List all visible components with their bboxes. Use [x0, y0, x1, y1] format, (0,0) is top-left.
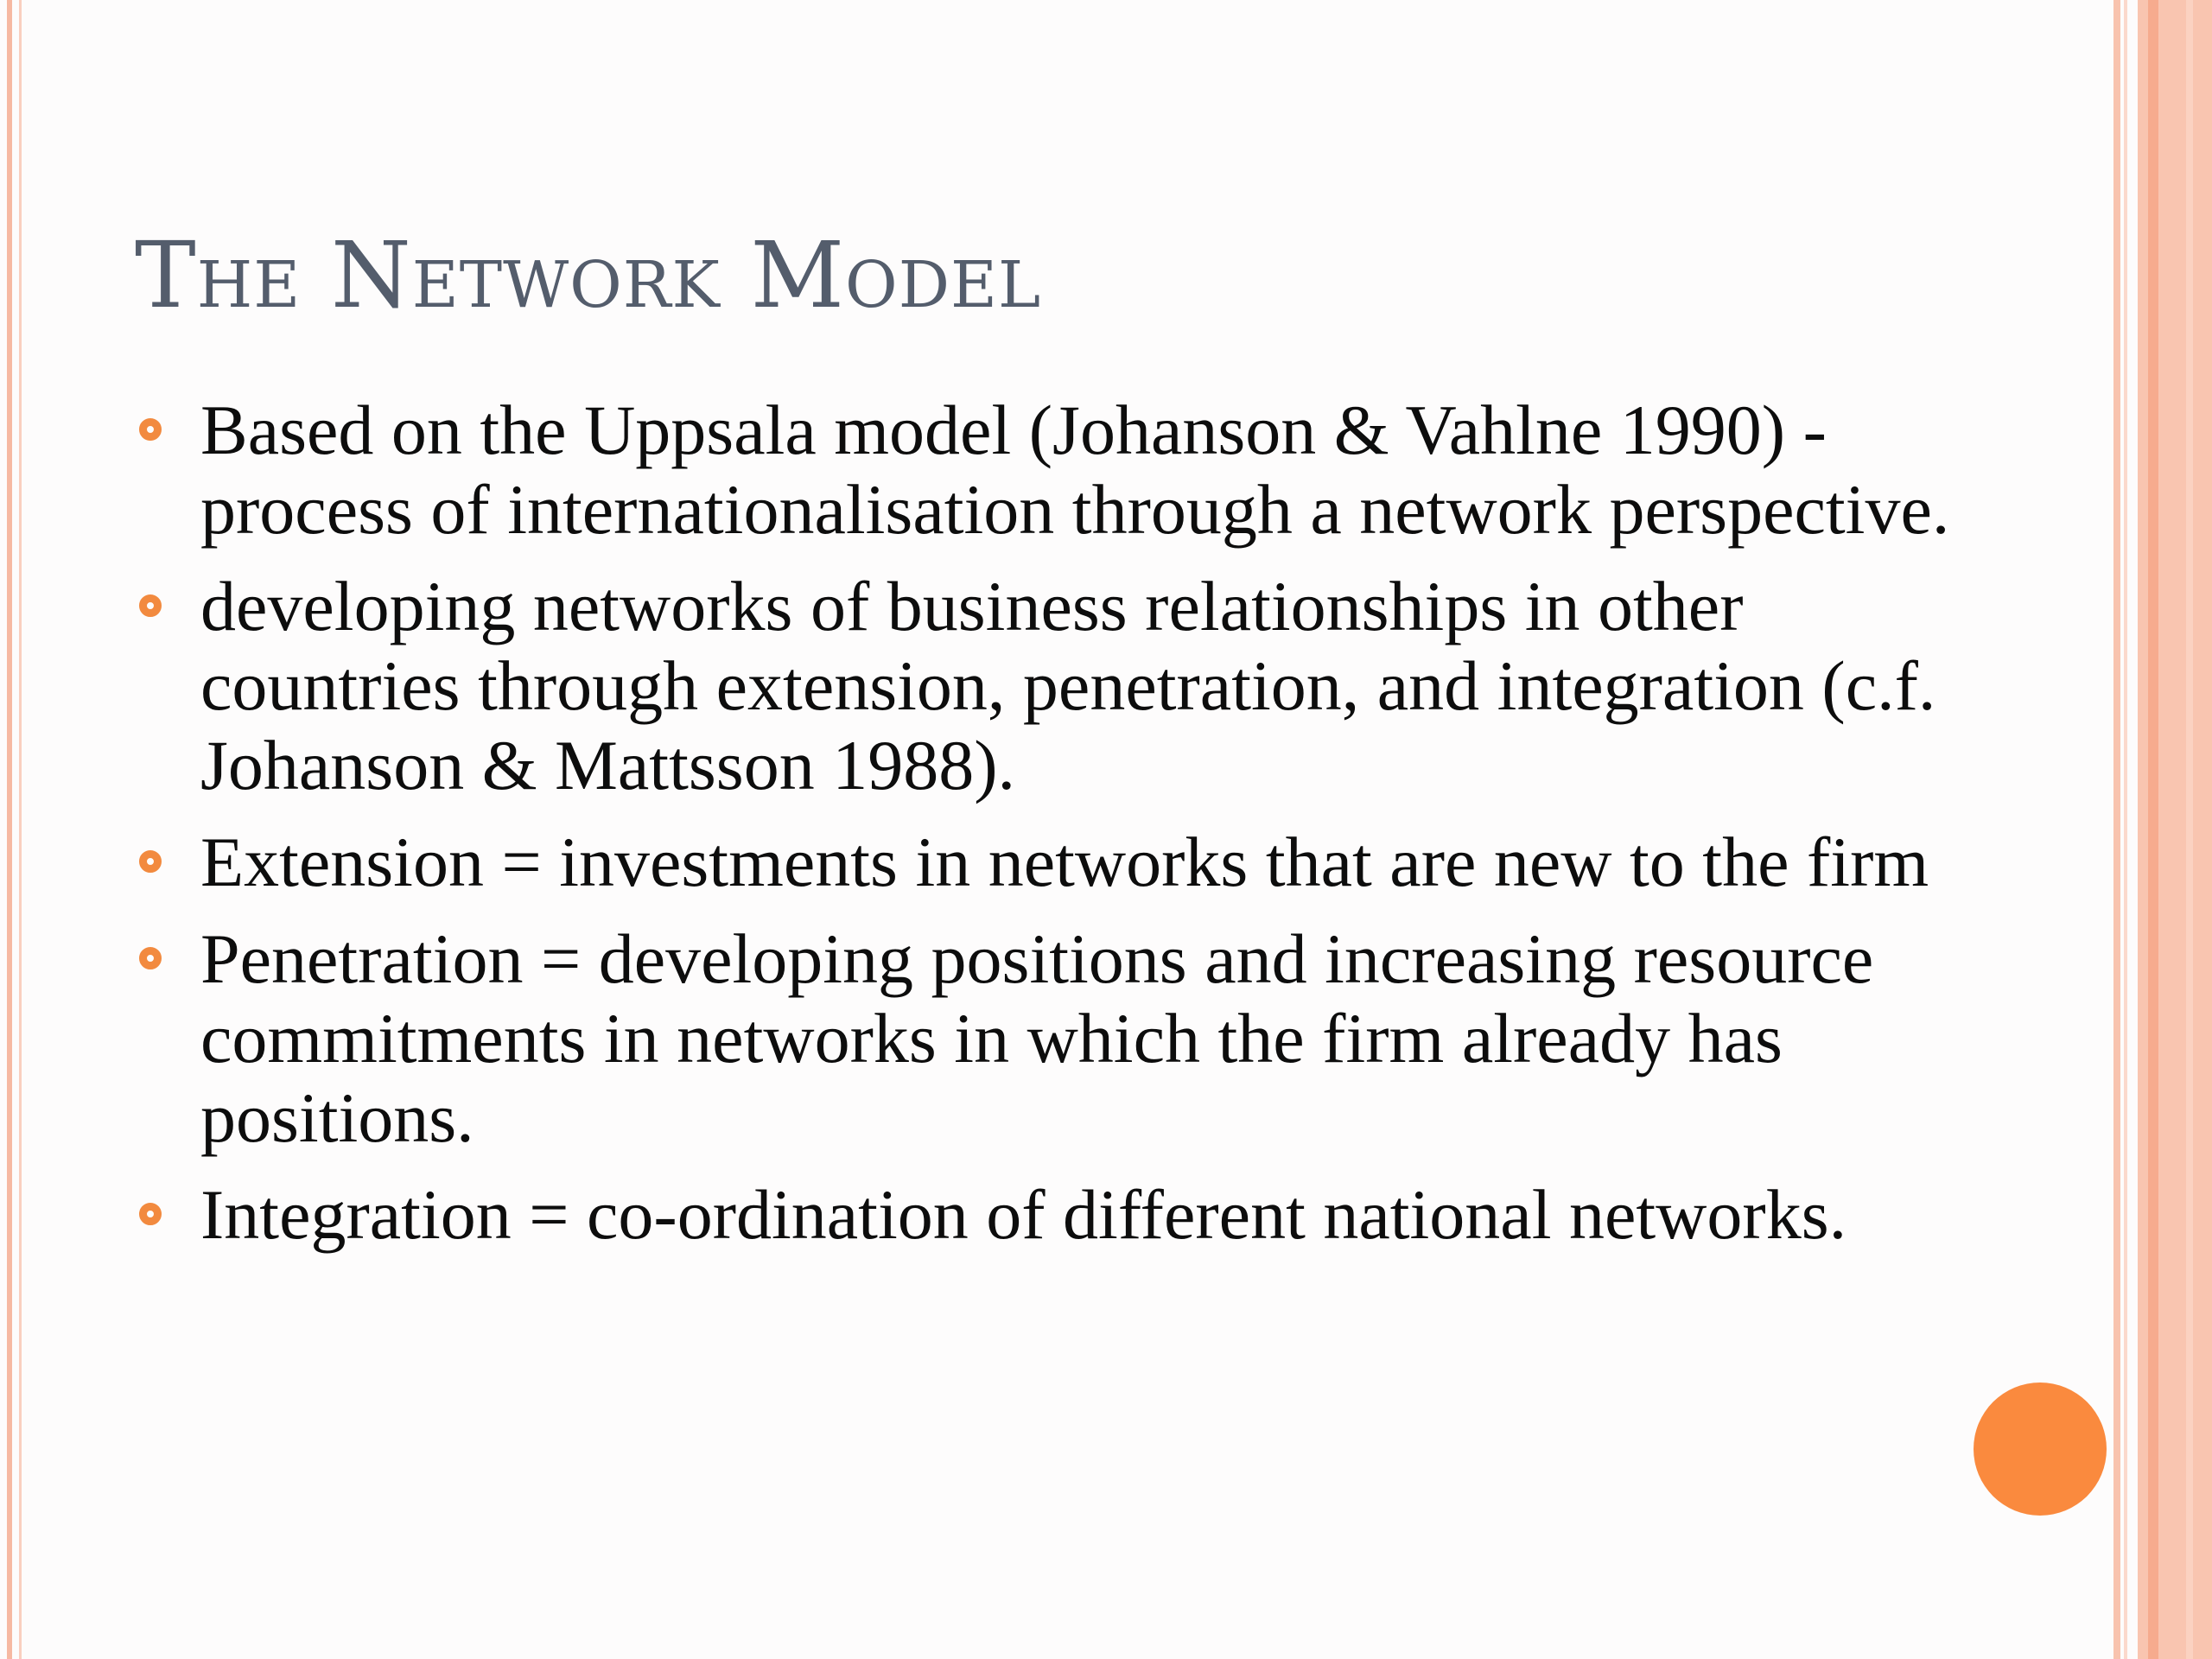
- left-border-line-thin: [19, 0, 22, 1659]
- left-border-line: [7, 0, 12, 1659]
- bullet-item: [135, 567, 1967, 805]
- right-band-stripe-light: [2186, 0, 2193, 1659]
- bullet-text: Extension = investments in networks that are new to the firm: [200, 823, 1929, 901]
- decorative-circle-icon: [1974, 1382, 2107, 1516]
- bullet-icon: [139, 850, 162, 873]
- bullet-item: [135, 1175, 1967, 1255]
- bullet-icon: [139, 947, 162, 969]
- bullet-text: Penetration = developing positions and increasing resource commitments in networks in which the firm already has positions.: [200, 919, 1874, 1157]
- right-border-line: [2113, 0, 2120, 1659]
- bullet-icon: [139, 418, 162, 441]
- bullet-text: Based on the Uppsala model (Johanson & Vahlne 1990) - process of internationalisation through a network perspective.: [200, 391, 1950, 549]
- right-border-line-thin: [2124, 0, 2127, 1659]
- slide-title: The Network Model: [135, 222, 1042, 328]
- bullet-list: [135, 391, 1967, 1272]
- bullet-icon: [139, 594, 162, 617]
- bullet-text: Integration = co-ordination of different national networks.: [200, 1175, 1847, 1254]
- bullet-icon: [139, 1203, 162, 1225]
- right-band-stripe: [2148, 0, 2158, 1659]
- bullet-item: [135, 919, 1967, 1158]
- bullet-item: [135, 823, 1967, 902]
- bullet-text: developing networks of business relationships in other countries through extension, penetration, and integration (c.f. Johanson & Mattsson 1988).: [200, 567, 1936, 804]
- bullet-item: [135, 391, 1967, 550]
